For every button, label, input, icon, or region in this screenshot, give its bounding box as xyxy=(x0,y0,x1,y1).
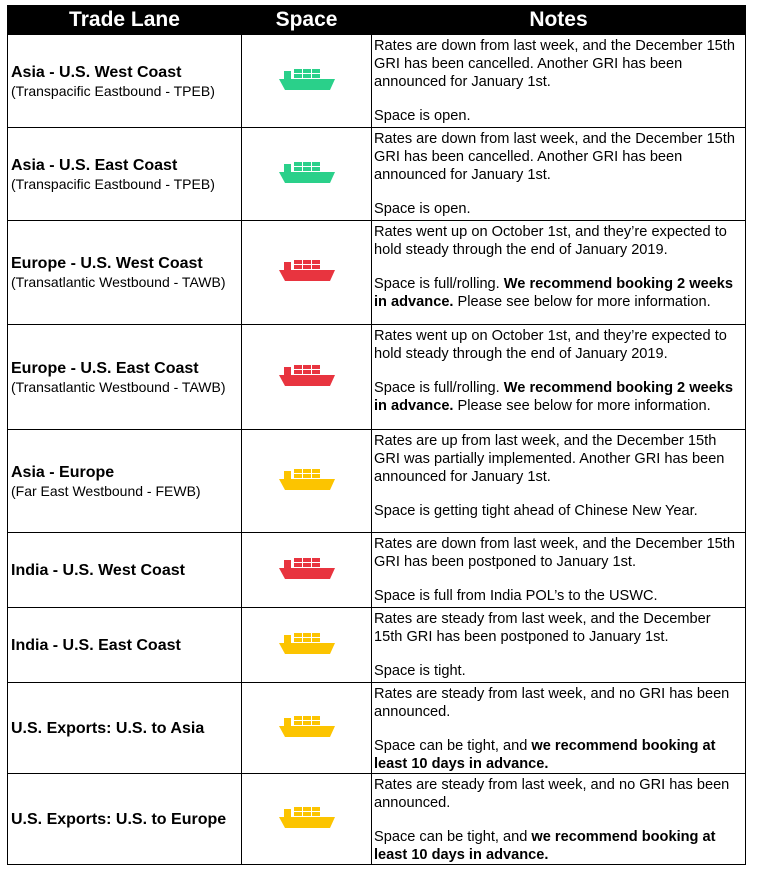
space-status-cell xyxy=(242,325,372,430)
trade-lane-subtitle: (Transpacific Eastbound - TPEB) xyxy=(11,175,215,192)
space-note xyxy=(374,587,743,605)
space-note xyxy=(374,379,743,415)
table-row xyxy=(8,430,746,533)
trade-lane-cell xyxy=(8,430,242,533)
notes-cell xyxy=(372,221,746,325)
space-note-text: Space is full/rolling. xyxy=(374,276,504,292)
trade-lane-subtitle: (Transatlantic Westbound - TAWB) xyxy=(11,378,226,395)
cargo-ship-icon xyxy=(277,465,337,493)
space-note-text: Space can be tight, and xyxy=(374,738,532,754)
trade-lane-title: Europe - U.S. West Coast xyxy=(11,255,203,272)
notes-cell xyxy=(372,325,746,430)
trade-lane-cell xyxy=(8,683,242,774)
space-note-recommendation: We recommend booking 2 weeks in advance. xyxy=(374,276,734,310)
space-status-cell xyxy=(242,221,372,325)
trade-lane-cell xyxy=(8,35,242,128)
space-note-text: Space is getting tight ahead of Chinese New Year. xyxy=(374,503,698,519)
space-status-cell xyxy=(242,774,372,865)
space-note-text: Space is full/rolling. xyxy=(374,380,504,396)
trade-lane-title: India - U.S. East Coast xyxy=(11,636,181,654)
space-status-cell xyxy=(242,430,372,533)
trade-lane-cell xyxy=(8,325,242,430)
cargo-ship-icon xyxy=(277,65,337,93)
cargo-ship-icon xyxy=(277,554,337,582)
table-row xyxy=(8,35,746,128)
rates-note: Rates are down from last week, and the December 15th GRI has been cancelled. Another GRI has been announced for January 1st. xyxy=(374,131,735,183)
trade-lane-title: Europe - U.S. East Coast xyxy=(11,359,199,377)
cargo-ship-icon xyxy=(277,712,337,740)
table-row xyxy=(8,608,746,683)
space-note-text: Space is open. xyxy=(374,201,471,217)
space-note xyxy=(374,737,743,773)
cargo-ship-icon xyxy=(277,803,337,831)
notes-cell xyxy=(372,608,746,683)
rates-note: Rates are down from last week, and the December 15th GRI has been cancelled. Another GRI has been announced for January 1st. xyxy=(374,38,735,90)
rates-note: Rates are steady from last week, and the December 15th GRI has been postponed to January 1st. xyxy=(374,611,711,645)
trade-lane-cell xyxy=(8,608,242,683)
trade-lane-title: Asia - U.S. West Coast xyxy=(11,63,182,81)
space-note-text: Space can be tight, and xyxy=(374,829,532,845)
space-status-cell xyxy=(242,533,372,608)
rates-note: Rates are up from last week, and the December 15th GRI was partially implemented. Another GRI has been announced for January 1st. xyxy=(374,433,725,485)
space-note-recommendation: we recommend booking at least 10 days in advance. xyxy=(374,738,716,772)
cargo-ship-icon xyxy=(277,256,337,284)
trade-lane-title: Asia - Europe xyxy=(11,463,115,481)
trade-lane-cell xyxy=(8,221,242,325)
trade-lane-cell xyxy=(8,533,242,608)
header-row xyxy=(8,6,746,35)
table-row xyxy=(8,774,746,865)
rates-note: Rates are steady from last week, and no GRI has been announced. xyxy=(374,686,730,720)
cargo-ship-icon xyxy=(277,158,337,186)
space-status-cell xyxy=(242,608,372,683)
trade-lane-title: U.S. Exports: U.S. to Europe xyxy=(11,810,227,828)
cargo-ship-icon xyxy=(277,629,337,657)
notes-cell xyxy=(372,683,746,774)
space-note-recommendation: we recommend booking at least 10 days in advance. xyxy=(374,829,716,863)
trade-lane-title: Asia - U.S. East Coast xyxy=(11,156,178,174)
space-status-cell xyxy=(242,683,372,774)
rates-note: Rates are steady from last week, and no GRI has been announced. xyxy=(374,777,730,811)
space-note xyxy=(374,502,743,520)
trade-lane-subtitle: (Far East Westbound - FEWB) xyxy=(11,482,201,499)
space-status-cell xyxy=(242,128,372,221)
space-note-recommendation: We recommend booking 2 weeks in advance. xyxy=(374,380,734,414)
table-row xyxy=(8,221,746,325)
trade-lane-cell xyxy=(8,774,242,865)
notes-cell xyxy=(372,774,746,865)
notes-cell xyxy=(372,430,746,533)
notes-cell xyxy=(372,533,746,608)
table-row xyxy=(8,325,746,430)
rates-note: Rates are down from last week, and the December 15th GRI has been postponed to January 1st. xyxy=(374,536,735,570)
space-status-cell xyxy=(242,35,372,128)
space-note-text: Space is open. xyxy=(374,108,471,124)
header-space: Space xyxy=(242,6,372,35)
header-notes: Notes xyxy=(372,6,746,35)
space-note-more-info: Please see below for more information. xyxy=(453,398,711,414)
table-row xyxy=(8,533,746,608)
trade-lane-subtitle: (Transatlantic Westbound - TAWB) xyxy=(11,274,226,290)
trade-lane-subtitle: (Transpacific Eastbound - TPEB) xyxy=(11,82,215,99)
table-row xyxy=(8,128,746,221)
rates-note: Rates went up on October 1st, and they’re expected to hold steady through the end of January 2019. xyxy=(374,224,727,258)
space-note-more-info: Please see below for more information. xyxy=(453,294,711,310)
space-note-text: Space is full from India POL’s to the USWC. xyxy=(374,588,658,604)
space-note xyxy=(374,662,743,680)
cargo-ship-icon xyxy=(277,361,337,389)
trade-lane-title: India - U.S. West Coast xyxy=(11,561,185,579)
trade-lane-cell xyxy=(8,128,242,221)
table-row xyxy=(8,683,746,774)
space-note xyxy=(374,107,743,125)
notes-cell xyxy=(372,35,746,128)
trade-lane-table xyxy=(7,5,746,865)
space-note xyxy=(374,275,743,311)
space-note xyxy=(374,200,743,218)
trade-lane-title: U.S. Exports: U.S. to Asia xyxy=(11,719,205,737)
notes-cell xyxy=(372,128,746,221)
rates-note: Rates went up on October 1st, and they’re expected to hold steady through the end of January 2019. xyxy=(374,328,727,362)
header-trade-lane: Trade Lane xyxy=(8,6,242,35)
space-note-text: Space is tight. xyxy=(374,663,466,679)
space-note xyxy=(374,828,743,864)
